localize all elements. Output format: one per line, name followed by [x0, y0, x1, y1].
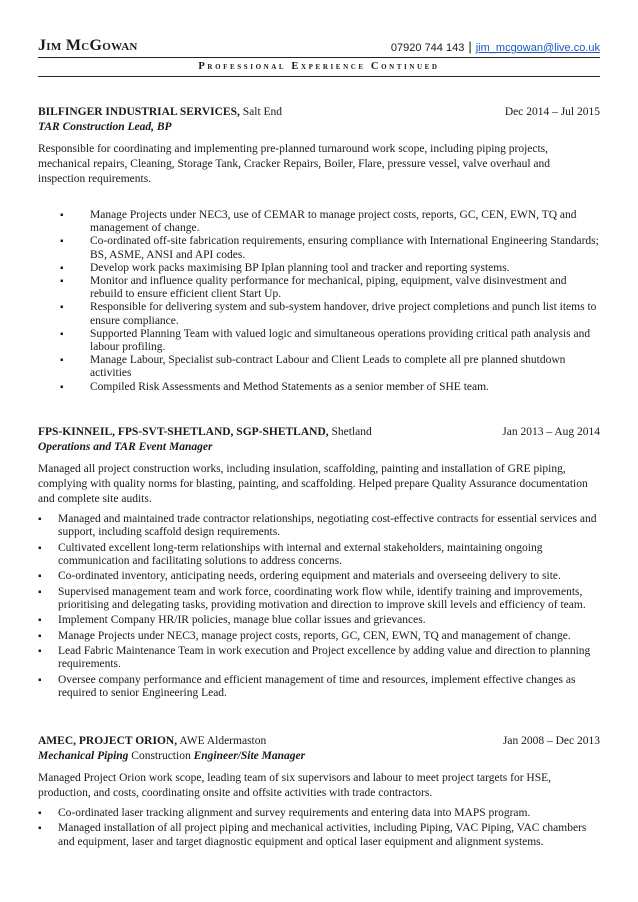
job-role-part: Construction — [131, 750, 191, 762]
job-role — [38, 749, 600, 764]
bullet-item: ▪ Manage Projects under NEC3, use of CEMAR to manage project costs, reports, GC, CEN, EWN, TQ and management of change. — [38, 209, 600, 235]
job-bullets — [38, 513, 600, 700]
job-role: TAR Construction Lead, BP — [38, 121, 172, 133]
job-summary: Responsible for coordinating and implementing pre-planned turnaround work scope, including piping projects, mechanical repairs, Cleaning, Storage Tank, Cracker Repairs, Boiler, Flare, pressure vessel, valve overhaul and inspection requirements. — [38, 143, 551, 185]
bullet-item: ▪ Manage Projects under NEC3, manage project costs, reports, GC, CEN, EWN, TQ and management of change. — [38, 630, 600, 643]
contact-info — [391, 39, 600, 54]
job-dates: Jan 2013 – Aug 2014 — [502, 426, 600, 438]
job-location: Shetland — [331, 426, 372, 438]
header-rule — [38, 57, 600, 58]
bullet-item: ▪ Lead Fabric Maintenance Team in work execution and Project excellence by adding value and direction to planning requirements. — [38, 645, 600, 671]
candidate-name: Jim McGowan — [38, 37, 138, 54]
job-role: Operations and TAR Event Manager — [38, 441, 213, 453]
bullet-item: ▪ Cultivated excellent long-term relationships with internal and external stakeholders, maintaining ongoing communication and facilitating solutions to address concerns. — [38, 542, 600, 568]
section-title-rule — [38, 76, 600, 77]
company-name: AMEC, PROJECT ORION, — [38, 735, 178, 747]
email-link[interactable]: jim_mcgowan@live.co.uk — [475, 42, 600, 54]
bullet-item: ▪ Co-ordinated laser tracking alignment and survey requirements and entering data into MAPS program. — [38, 807, 600, 820]
job-header — [38, 105, 600, 120]
bullet-item: ▪ Managed installation of all project piping and mechanical activities, including Piping, VAC Piping, VAC chambers and equipment, laser and target diagnostic equipment and optical laser equipment and alignment systems. — [38, 822, 600, 848]
job-entry-fps-shetland — [38, 425, 600, 702]
job-header — [38, 734, 600, 749]
bullet-item: ▪ Manage Labour, Specialist sub-contract Labour and Client Leads to complete all pre planned shutdown activities — [38, 354, 600, 380]
bullet-item: ▪ Oversee company performance and efficient management of time and resources, implement effective changes as required to senior Engineering Lead. — [38, 674, 600, 700]
bullet-item: ▪ Implement Company HR/IR policies, manage blue collar issues and grievances. — [38, 614, 600, 627]
job-role-part: Engineer/Site Manager — [193, 750, 306, 762]
bullet-item: ▪ Monitor and influence quality performance for mechanical, piping, equipment, valve disinvestment and rebuild to ensure efficient client Start Up. — [38, 275, 600, 301]
bullet-item: ▪ Co-ordinated off-site fabrication requirements, ensuring compliance with International Engineering Standards; BS, ASME, ANSI and API codes. — [38, 235, 600, 261]
bullet-item: ▪ Responsible for delivering system and sub-system handover, drive project completions and punch list items to ensure compliance. — [38, 301, 600, 327]
bullet-item: ▪ Compiled Risk Assessments and Method Statements as a senior member of SHE team. — [38, 381, 600, 394]
job-header — [38, 425, 600, 440]
contact-separator: | — [468, 39, 472, 54]
job-entry-bilfinger — [38, 105, 600, 394]
job-dates: Jan 2008 – Dec 2013 — [502, 735, 600, 747]
bullet-item: ▪ Managed and maintained trade contractor relationships, negotiating cost-effective contracts for essential services and support, including scaffold design requirements. — [38, 513, 600, 539]
bullet-item: ▪ Supervised management team and work force, coordinating work flow while, identify training and improvements, prioritising and delegating tasks, providing motivation and direction to improve skill levels and efficiency of team. — [38, 586, 600, 612]
job-bullets — [38, 209, 600, 394]
job-summary: Managed Project Orion work scope, leading team of six supervisors and labour to meet project targets for HSE, production, and costs, coordinating onsite and offsite activities with trade contractors. — [38, 772, 552, 799]
job-role-part: Mechanical Piping — [38, 750, 129, 762]
company-name: BILFINGER INDUSTRIAL SERVICES, — [38, 106, 240, 118]
job-bullets — [38, 807, 600, 849]
bullet-item: ▪ Develop work packs maximising BP Iplan planning tool and tracker and reporting systems. — [38, 262, 600, 275]
job-dates: Dec 2014 – Jul 2015 — [504, 106, 600, 118]
job-entry-amec — [38, 734, 600, 851]
job-location: AWE Aldermaston — [179, 735, 267, 747]
phone-number: 07920 744 143 — [390, 42, 465, 54]
company-name: FPS-KINNEIL, FPS-SVT-SHETLAND, SGP-SHETLAND, — [38, 426, 329, 438]
job-location: Salt End — [242, 106, 283, 118]
job-summary: Managed all project construction works, including insulation, scaffolding, painting and installation of GRE piping, complying with quality norms for blasting, painting, and scaffolding. Helped prepare Quality Assurance documentation and complete site audits. — [38, 463, 588, 505]
bullet-item: ▪ Co-ordinated inventory, anticipating needs, ordering equipment and materials and overseeing delivery to site. — [38, 570, 600, 583]
section-title: Professional Experience Continued — [198, 61, 440, 72]
bullet-item: ▪ Supported Planning Team with valued logic and simultaneous operations providing critical path analysis and labour profiling. — [38, 328, 600, 354]
